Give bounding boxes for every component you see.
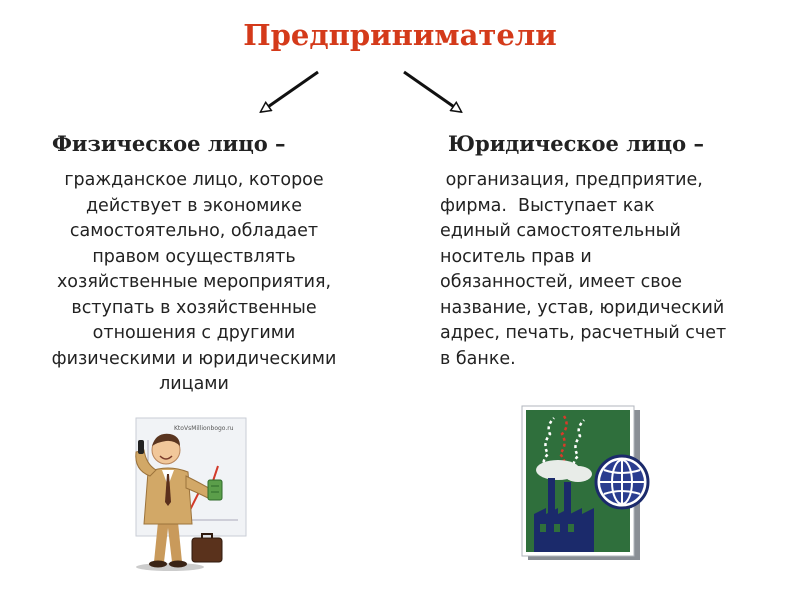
arrow-right <box>404 72 460 111</box>
text-line: гражданское лицо, которое <box>64 170 324 190</box>
businessman-illustration <box>108 410 258 575</box>
text-line: единый самостоятельный <box>440 221 681 241</box>
legal-entity-description <box>440 168 780 372</box>
text-line: отношения с другими <box>92 323 296 343</box>
individual-description <box>18 168 370 398</box>
text-line: фирма. Выступает как <box>440 195 655 216</box>
text-line: название, устав, юридический <box>440 297 725 318</box>
legal-entity-heading: Юридическое лицо – <box>448 131 704 156</box>
factory-globe-illustration <box>518 404 658 564</box>
text-line: организация, предприятие, <box>440 170 703 190</box>
individual-heading: Физическое лицо – <box>52 131 286 156</box>
branch-arrows <box>0 0 800 130</box>
text-line: в банке. <box>440 348 516 369</box>
arrow-left <box>262 72 318 111</box>
text-line: физическими и юридическими <box>51 348 337 369</box>
text-line: правом осуществлять <box>92 246 296 267</box>
text-line: лицами <box>159 374 229 394</box>
text-line: действует в экономике <box>85 195 303 216</box>
text-line: вступать в хозяйственные <box>71 297 317 318</box>
text-line: самостоятельно, обладает <box>69 221 319 241</box>
text-line: адрес, печать, расчетный счет <box>440 323 727 343</box>
text-line: обязанностей, имеет свое <box>440 272 683 292</box>
text-line: хозяйственные мероприятия, <box>56 272 332 292</box>
page-title: Предприниматели <box>243 18 557 52</box>
text-line: носитель прав и <box>440 246 592 267</box>
watermark-caption: KtoVsMillionbogo.ru <box>174 425 234 432</box>
